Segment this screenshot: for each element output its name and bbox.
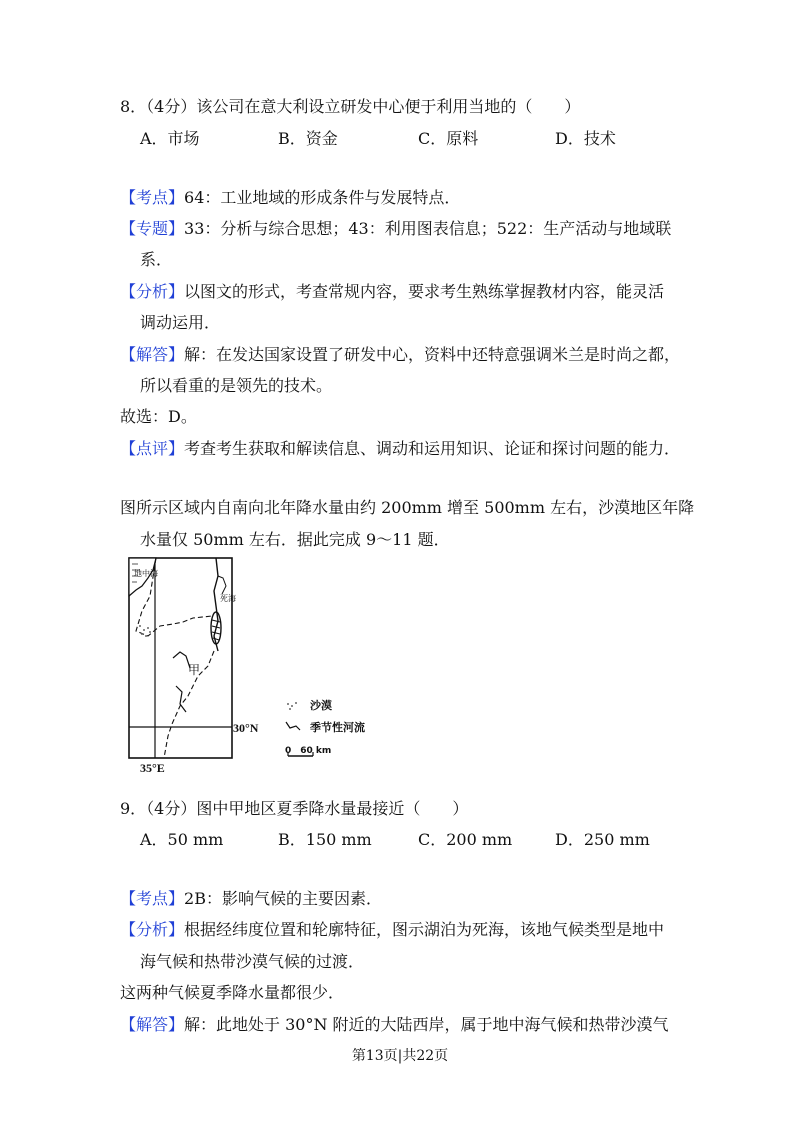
a8-jieda — [120, 343, 680, 367]
seasonal-river-2 — [176, 686, 186, 712]
q8-stem: 8．（4分）该公司在意大利设立研发中心便于利用当地的（ ） — [120, 97, 581, 116]
dianping-tag: 【点评】 — [120, 439, 185, 458]
a9-fenxi-cont-2: 这两种气候夏季降水量都很少． — [120, 983, 345, 1002]
q9-option-a: A．50 mm — [140, 830, 224, 849]
map-label-lake: 死海 — [220, 594, 236, 603]
scale-label: 0 60 km — [285, 746, 332, 756]
dead-sea-region-map — [128, 556, 408, 778]
a9-kaodian — [120, 887, 382, 911]
q8-option-d: D．技术 — [555, 129, 616, 148]
q9-option-b: B．150 mm — [278, 830, 372, 849]
q8-option-c: C．原料 — [418, 129, 479, 148]
kaodian-tag: 【考点】 — [120, 889, 185, 908]
map-legend — [285, 698, 365, 756]
map-label-latitude: 30°N — [233, 721, 259, 735]
q9-option-c: C．200 mm — [418, 830, 513, 849]
intro-line-1: 图所示区域内自南向北年降水量由约 200mm 增至 500mm 左右，沙漠地区年降 — [120, 498, 695, 517]
a8-kaodian — [120, 186, 460, 210]
a9-jieda — [120, 1013, 669, 1037]
jieda-tag: 【解答】 — [120, 1015, 185, 1034]
zhuanti-text: 33：分析与综合思想；43：利用图表信息；522：生产活动与地域联 — [184, 219, 672, 238]
fenxi-tag: 【分析】 — [120, 282, 185, 301]
kaodian-tag: 【考点】 — [120, 188, 185, 207]
fenxi-text: 以图文的形式，考查常规内容，要求考生熟练掌握教材内容，能灵活 — [184, 282, 665, 301]
legend-desert-symbol — [287, 702, 297, 710]
a8-zhuanti — [120, 217, 671, 241]
a8-zhuanti-cont: 系． — [140, 250, 173, 269]
a8-answer: 故选：D。 — [120, 407, 197, 426]
a9-fenxi — [120, 918, 664, 942]
a8-fenxi — [120, 280, 664, 304]
legend-river-symbol — [286, 722, 300, 730]
fenxi-tag: 【分析】 — [120, 920, 185, 939]
q9-stem: 9．（4分）图中甲地区夏季降水量最接近（ ） — [120, 799, 469, 818]
legend-river-label: 季节性河流 — [310, 721, 365, 734]
map-label-longitude: 35°E — [140, 761, 165, 775]
kaodian-text: 2B：影响气候的主要因素． — [184, 889, 382, 908]
legend-desert-label: 沙漠 — [310, 699, 332, 712]
intro-line-2: 水量仅 50mm 左右．据此完成 9～11 题． — [140, 530, 450, 549]
q8-option-a: A．市场 — [140, 129, 200, 148]
a8-jieda-cont: 所以看重的是领先的技术。 — [140, 376, 333, 395]
page-footer: 第13页|共22页 — [351, 1048, 449, 1064]
jieda-text: 解：在发达国家设置了研发中心，资料中还特意强调米兰是时尚之都， — [184, 345, 681, 364]
jieda-tag: 【解答】 — [120, 345, 185, 364]
map-label-sea: 地中海 — [134, 569, 158, 578]
zhuanti-tag: 【专题】 — [120, 219, 185, 238]
map-frame — [129, 558, 232, 758]
dianping-text: 考查考生获取和解读信息、调动和运用知识、论证和探讨问题的能力． — [184, 439, 681, 458]
jordan-river — [214, 558, 218, 651]
fenxi-text: 根据经纬度位置和轮廓特征，图示湖泊为死海，该地气候类型是地中 — [184, 920, 665, 939]
q8-option-b: B．资金 — [278, 129, 338, 148]
map-label-jia: 甲 — [188, 663, 201, 677]
jieda-text: 解：此地处于 30°N 附近的大陆西岸，属于地中海气候和热带沙漠气 — [184, 1015, 669, 1034]
kaodian-text: 64：工业地域的形成条件与发展特点． — [184, 188, 461, 207]
a9-fenxi-cont: 海气候和热带沙漠气候的过渡． — [140, 952, 365, 971]
q9-option-d: D．250 mm — [555, 830, 650, 849]
lake-outline-north — [218, 576, 226, 594]
a8-fenxi-cont: 调动运用． — [140, 313, 221, 332]
a8-dianping — [120, 437, 680, 461]
